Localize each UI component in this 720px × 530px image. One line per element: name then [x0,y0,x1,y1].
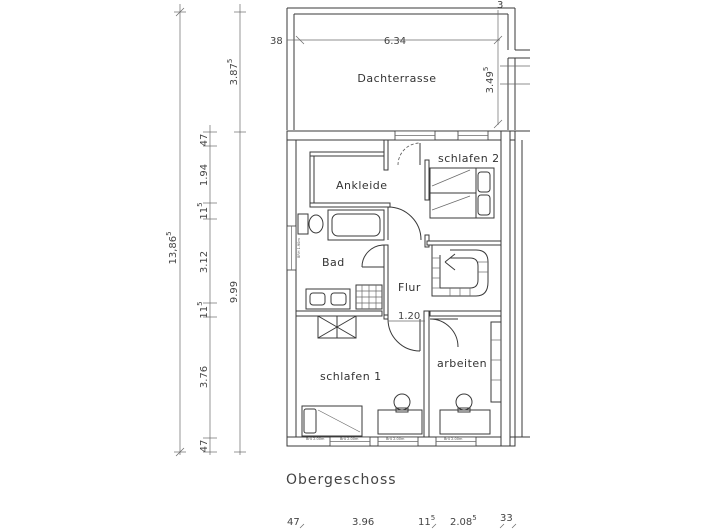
room-label-flur: Flur [398,281,421,294]
window-label-3: Brü 2.00m [444,437,463,441]
dimension-chain-rooms [196,125,217,455]
floor-title: Obergeschoss [286,472,397,488]
dim-terrace-height: 3.49$^5$ [482,66,496,94]
room-label-arbeiten: arbeiten [437,357,488,370]
dim-terrace-depth: 3.87$^5$ [226,58,240,86]
dimension-chain-total [165,4,186,456]
dim-bottom-1: 47 [287,517,300,528]
bathtub [328,210,384,240]
dim-bottom-2: 3.96 [352,517,375,528]
desk-arbeiten [440,394,490,434]
dim-bottom-3: $11^5$ [418,514,436,528]
dim-flur-width: 1.20 [398,311,421,322]
dim-terrace-width: 6.34 [383,36,407,47]
window-label-2: Brü 2.00m [386,437,405,441]
window-terrace-left [395,131,435,140]
room-label-bad: Bad [322,256,345,269]
dim-bottom-5: 33 [500,513,513,524]
desk-schlafen1 [378,394,422,434]
dimension-chain-outer [226,4,246,455]
toilet [298,214,323,234]
window-terrace-right [458,131,488,140]
door-schlafen2 [398,143,420,165]
room-label-dachterrasse: Dachterrasse [357,72,437,85]
door-bad [362,245,384,267]
dim-wall-1: $11^5$ [196,202,210,220]
window-bad [287,226,301,270]
windows-bottom [306,437,476,446]
dim-bad: 3.12 [199,250,210,274]
single-bed [302,406,362,436]
dim-flur [388,311,425,322]
window-label-1: Brü 2.00m [340,437,359,441]
double-sink [306,289,350,309]
dim-bottom-4: 2.08$^5$ [450,514,477,528]
room-label-schlafen1: schlafen 1 [320,370,382,383]
dim-total-height: 13,86$^5$ [165,231,179,265]
room-label-schlafen2: schlafen 2 [438,152,500,165]
dimension-chain-bottom [287,513,516,528]
window-bad-label: BRH 1.90m [297,238,301,258]
window-label-4: Brü 2.00m [306,437,325,441]
shelf-arbeiten [491,322,501,402]
dachterrasse-area [270,0,530,130]
door-ankleide [388,207,421,240]
dim-wall-bottom: 47 [199,439,210,453]
dim-terrace-offset: 38 [270,36,283,47]
shower [356,285,382,309]
staircase [432,245,488,296]
wardrobe [318,316,356,338]
dim-ankleide: 1.94 [199,163,210,187]
neighbour-edge [515,140,522,437]
dim-house-depth: 9.99 [229,280,240,304]
dim-wall-2: $11^5$ [196,301,210,319]
door-schlafen1 [388,319,420,351]
dim-schlafen1: 3.76 [199,365,210,389]
dim-wall-top: 47 [199,133,210,147]
dim-terrace-corner: 3 [497,0,504,11]
door-arbeiten [430,319,458,347]
double-bed [430,168,494,218]
room-label-ankleide: Ankleide [336,179,388,192]
